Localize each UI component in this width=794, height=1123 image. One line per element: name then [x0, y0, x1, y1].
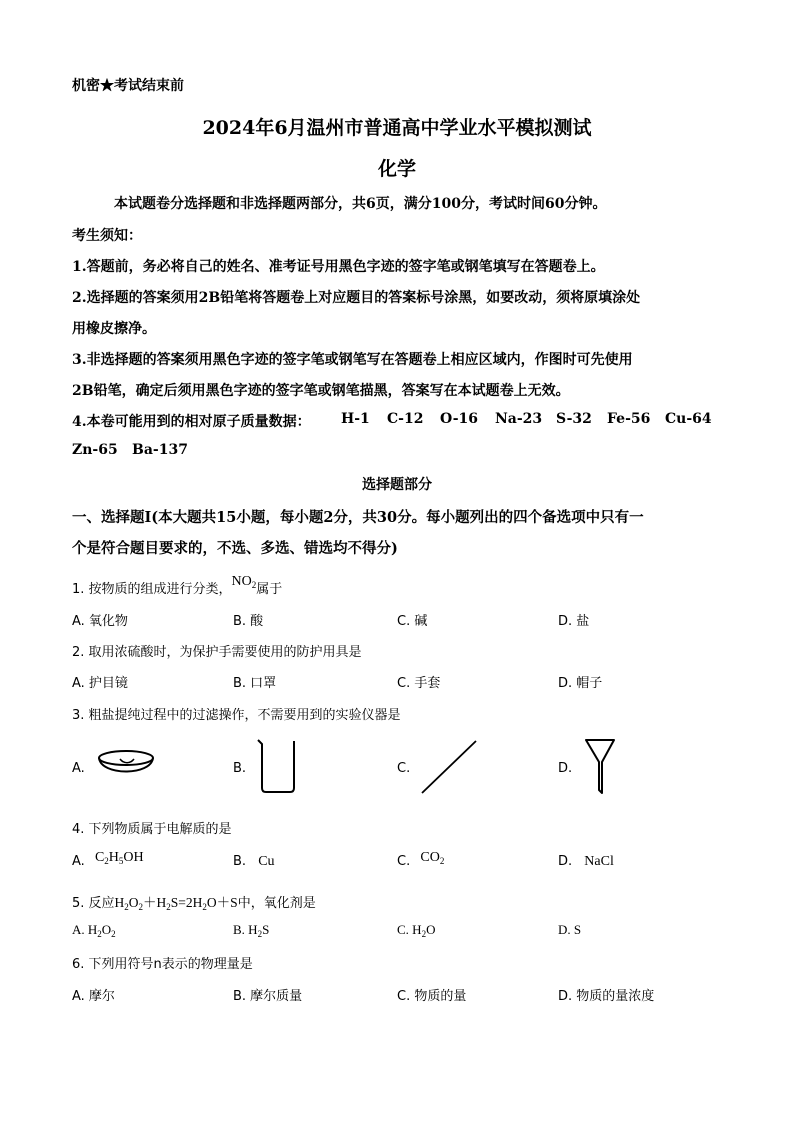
- notice-item-2: 2.选择题的答案须用2B铅笔将答题卷上对应题目的答案标号涂黑，如要改动，须将原填涂处: [72, 290, 641, 306]
- notice-item-3: 3.非选择题的答案须用黑色字迹的签字笔或钢笔写在答题卷上相应区域内，作图时可先使用: [72, 352, 633, 368]
- notice-item-4: 4.本卷可能用到的相对原子质量数据：: [72, 414, 311, 430]
- question-2-option-a[interactable]: A. 护目镜: [72, 676, 128, 691]
- question-4-stem: 4. 下列物质属于电解质的是: [72, 822, 232, 837]
- question-3-stem: 3. 粗盐提纯过程中的过滤操作，不需要用到的实验仪器是: [72, 708, 401, 723]
- question-6-option-d[interactable]: D. 物质的量浓度: [558, 989, 655, 1004]
- question-2-stem: 2. 取用浓硫酸时，为保护手需要使用的防护用具是: [72, 645, 362, 660]
- question-6-option-c[interactable]: C. 物质的量: [397, 989, 467, 1004]
- question-2-option-b[interactable]: B. 口罩: [233, 676, 277, 691]
- question-3-option-b[interactable]: B.: [233, 761, 247, 776]
- notice-item-2-cont: 用橡皮擦净。: [72, 321, 156, 337]
- question-1-option-a[interactable]: A. 氧化物: [72, 614, 128, 629]
- atomic-mass: O-16: [440, 411, 479, 427]
- question-1-stem: 1. 按物质的组成进行分类，$NO_2$属于: [72, 574, 283, 597]
- notice-heading: 考生须知：: [72, 228, 142, 244]
- glass-rod-icon: [420, 738, 480, 796]
- atomic-mass: Cu-64: [665, 411, 712, 427]
- formula-no2: NO: [231, 574, 252, 589]
- question-4-option-d[interactable]: D. NaCl: [558, 854, 614, 869]
- question-6-option-a[interactable]: A. 摩尔: [72, 989, 115, 1004]
- question-4-option-a[interactable]: A. $C_2H_5OH$: [72, 850, 144, 869]
- question-6-stem: 6. 下列用符号n表示的物理量是: [72, 957, 253, 972]
- reaction-equation: $H_2O_2+H_2S=2H_2O+S$: [114, 895, 238, 912]
- atomic-mass: Ba-137: [132, 442, 188, 458]
- question-2-option-c[interactable]: C. 手套: [397, 676, 441, 691]
- question-1-option-d[interactable]: D. 盐: [558, 614, 590, 629]
- notice-item-1: 1.答题前，务必将自己的姓名、准考证号用黑色字迹的签字笔或钢笔填写在答题卷上。: [72, 259, 605, 275]
- question-3-option-a[interactable]: A.: [72, 761, 85, 776]
- funnel-icon: [584, 738, 616, 796]
- atomic-mass: S-32: [556, 411, 592, 427]
- formula-co2: $CO_2$: [420, 850, 445, 866]
- beaker-icon: [256, 738, 298, 794]
- question-3-option-c[interactable]: C.: [397, 761, 411, 776]
- exam-intro: 本试题卷分选择题和非选择题两部分，共6页，满分100分，考试时间60分钟。: [114, 196, 607, 212]
- part1-instructions-cont: 个是符合题目要求的，不选、多选、错选均不得分): [72, 540, 398, 557]
- subject-title: 化学: [377, 158, 416, 180]
- question-1-option-c[interactable]: C. 碱: [397, 614, 428, 629]
- evaporating-dish-icon: [96, 748, 156, 784]
- formula-nacl: NaCl: [584, 854, 614, 869]
- confidential-label: 机密★考试结束前: [72, 78, 184, 94]
- question-3-option-d[interactable]: D.: [558, 761, 573, 776]
- question-4-option-b[interactable]: B. Cu: [233, 854, 275, 869]
- formula-ethanol: $C_2H_5OH$: [94, 850, 144, 866]
- question-5-option-c[interactable]: C. $H_2O$: [397, 922, 436, 939]
- atomic-mass: C-12: [387, 411, 424, 427]
- question-5-option-a[interactable]: A. $H_2O_2$: [72, 922, 116, 939]
- question-4-option-c[interactable]: C. $CO_2$: [397, 850, 445, 869]
- part1-instructions: 一、选择题Ⅰ(本大题共15小题，每小题2分，共30分。每小题列出的四个备选项中只有一: [72, 509, 644, 526]
- atomic-mass: Zn-65: [72, 442, 118, 458]
- question-5-option-b[interactable]: B. $H_2S$: [233, 922, 270, 939]
- question-6-option-b[interactable]: B. 摩尔质量: [233, 989, 303, 1004]
- question-1-option-b[interactable]: B. 酸: [233, 614, 264, 629]
- question-5-stem: 5. 反应$H_2O_2+H_2S=2H_2O+S$中，氧化剂是: [72, 895, 316, 912]
- atomic-mass: Na-23: [495, 411, 543, 427]
- formula-copper: Cu: [258, 854, 275, 869]
- question-2-option-d[interactable]: D. 帽子: [558, 676, 603, 691]
- question-5-option-d[interactable]: D. S: [558, 922, 582, 937]
- section-title: 选择题部分: [362, 477, 432, 493]
- atomic-mass: Fe-56: [607, 411, 651, 427]
- exam-title: 2024年6月温州市普通高中学业水平模拟测试: [202, 117, 592, 139]
- atomic-mass: H-1: [341, 411, 370, 427]
- notice-item-3-cont: 2B铅笔，确定后须用黑色字迹的签字笔或钢笔描黑，答案写在本试题卷上无效。: [72, 383, 570, 399]
